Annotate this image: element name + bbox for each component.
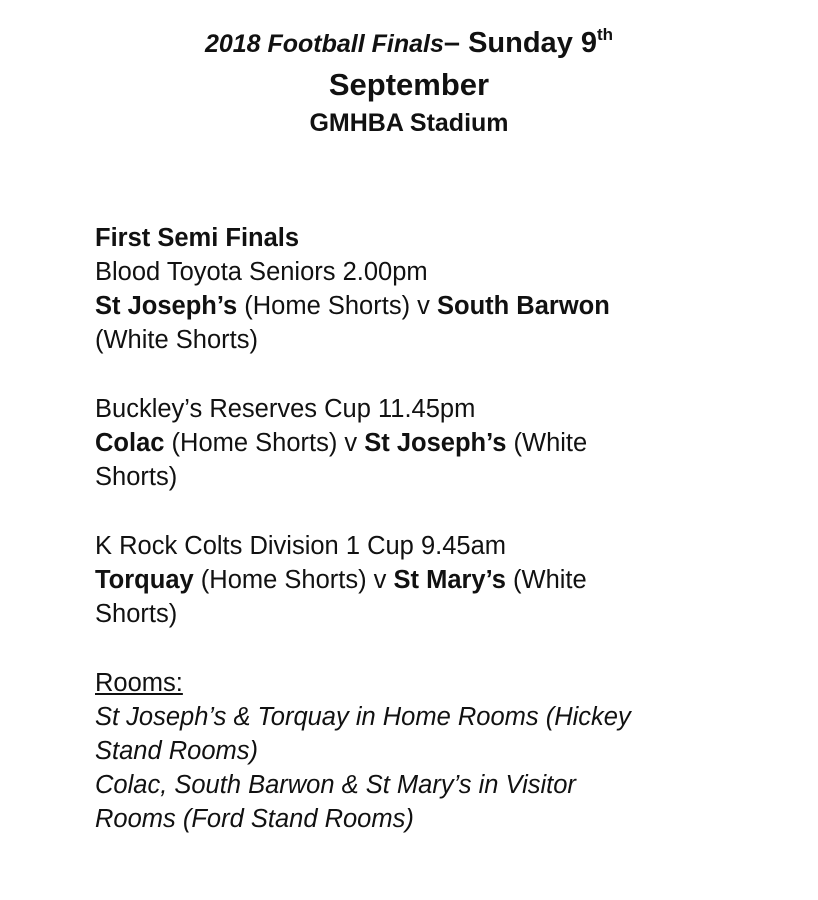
title-line [0, 22, 818, 65]
home-kit: (Home Shorts) v [237, 292, 437, 320]
title-date: – Sunday 9 [443, 27, 598, 59]
match-teams [95, 563, 755, 597]
away-kit-end: (White Shorts) [95, 326, 258, 354]
spacer [95, 631, 755, 666]
title-month: September [328, 67, 490, 102]
match-name: K Rock Colts Division 1 Cup 9.45am [95, 532, 507, 560]
match-name: Buckley’s Reserves Cup 11.45pm [95, 395, 476, 423]
match-seniors [95, 255, 755, 357]
title-date-suffix: th [597, 25, 614, 44]
match-colts [95, 529, 755, 631]
match-teams [95, 289, 755, 323]
match-reserves [95, 392, 755, 494]
rooms-line: Stand Rooms) [95, 737, 258, 765]
spacer [95, 494, 755, 529]
rooms-line: Colac, South Barwon & St Mary’s in Visitor [95, 771, 576, 799]
home-kit: (Home Shorts) v [164, 429, 365, 457]
document-body [95, 221, 755, 836]
spacer [95, 357, 755, 392]
away-team: St Mary’s [393, 566, 506, 594]
home-team: Torquay [95, 566, 194, 594]
document-header [0, 22, 818, 141]
rooms-line: Rooms (Ford Stand Rooms) [95, 805, 414, 833]
rooms-section [95, 666, 755, 836]
away-kit-end: Shorts) [95, 600, 178, 628]
away-kit-end: Shorts) [95, 463, 178, 491]
home-kit: (Home Shorts) v [193, 566, 394, 594]
away-team: South Barwon [436, 292, 610, 320]
away-team: St Joseph’s [364, 429, 507, 457]
match-name: Blood Toyota Seniors 2.00pm [95, 258, 428, 286]
section-title: First Semi Finals [95, 224, 300, 252]
rooms-heading: Rooms: [95, 669, 183, 697]
home-team: St Joseph’s [95, 292, 238, 320]
match-teams [95, 426, 755, 460]
rooms-line: St Joseph’s & Torquay in Home Rooms (Hickey [95, 703, 631, 731]
away-kit-start: (White [505, 566, 587, 594]
venue: GMHBA Stadium [309, 109, 509, 137]
home-team: Colac [95, 429, 165, 457]
away-kit-start: (White [506, 429, 588, 457]
title-lead: 2018 Football Finals [204, 30, 444, 58]
